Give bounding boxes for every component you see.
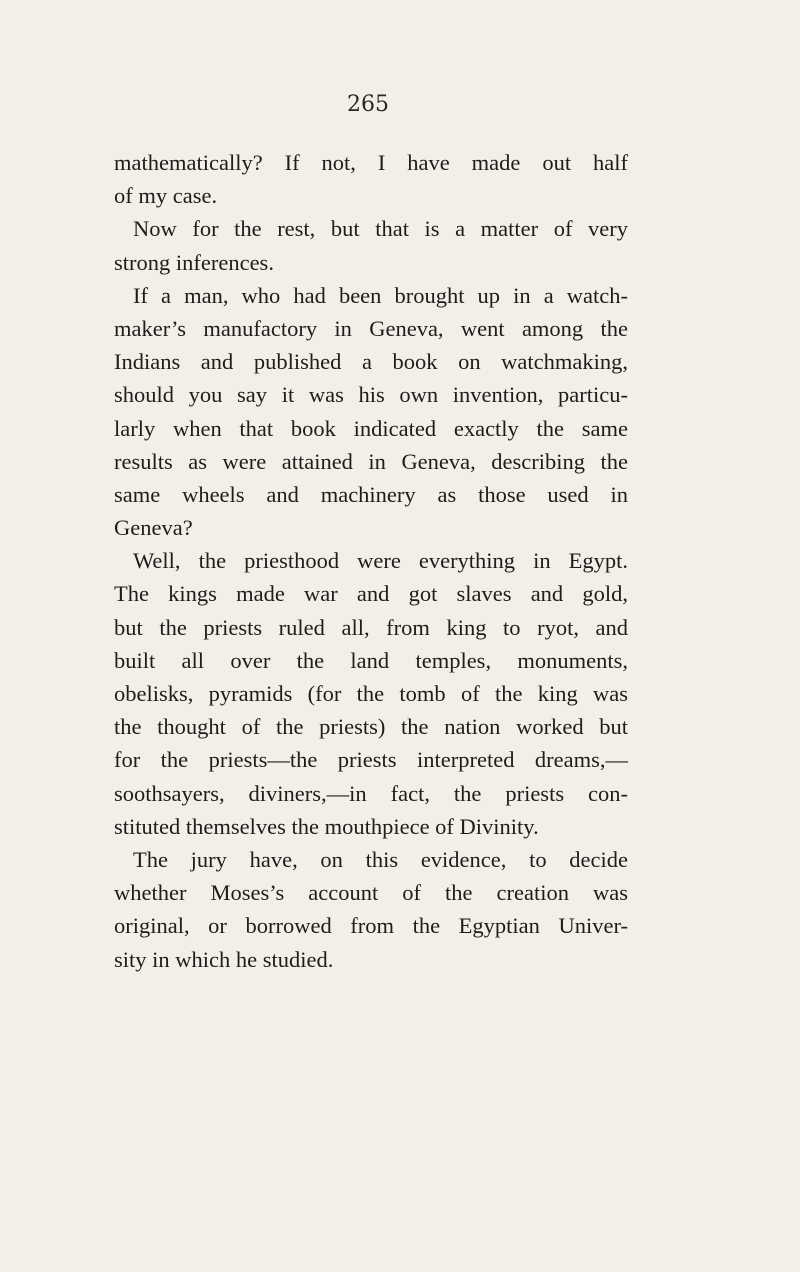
body-text	[114, 146, 628, 976]
text-line: larly when that book indicated exactly the same	[114, 415, 628, 441]
text-line: should you say it was his own invention, particu-	[114, 382, 628, 408]
text-line: strong inferences.	[114, 249, 274, 275]
text-line: built all over the land temples, monuments,	[114, 647, 628, 673]
text-line: of my case.	[114, 183, 218, 209]
text-line: whether Moses’s account of the creation was	[114, 880, 628, 906]
text-line: same wheels and machinery as those used in	[114, 481, 628, 507]
text-line: but the priests ruled all, from king to ryot, and	[114, 614, 628, 640]
text-line: Now for the rest, but that is a matter of very	[133, 216, 628, 242]
text-line: The kings made war and got slaves and gold,	[114, 581, 628, 607]
text-line: results as were attained in Geneva, describing the	[114, 448, 628, 474]
text-line: sity in which he studied.	[114, 946, 334, 972]
text-line: the thought of the priests) the nation worked but	[114, 714, 628, 740]
text-line: for the priests—the priests interpreted dreams,—	[114, 747, 628, 773]
text-line: maker’s manufactory in Geneva, went among the	[114, 315, 628, 341]
text-line: mathematically? If not, I have made out half	[114, 150, 628, 175]
text-line: stituted themselves the mouthpiece of Divinity.	[114, 813, 539, 839]
text-line: original, or borrowed from the Egyptian Univer-	[114, 913, 628, 939]
text-line: soothsayers, diviners,—in fact, the priests con-	[114, 780, 628, 806]
text-line: obelisks, pyramids (for the tomb of the king was	[114, 681, 628, 706]
text-line: Geneva?	[114, 515, 193, 541]
text-line: If a man, who had been brought up in a watch-	[133, 282, 628, 308]
text-line: Well, the priesthood were everything in Egypt.	[133, 548, 628, 574]
text-line: Indians and published a book on watchmaking,	[114, 349, 628, 375]
page-number: 265	[347, 92, 389, 117]
text-line: The jury have, on this evidence, to decide	[133, 846, 628, 872]
